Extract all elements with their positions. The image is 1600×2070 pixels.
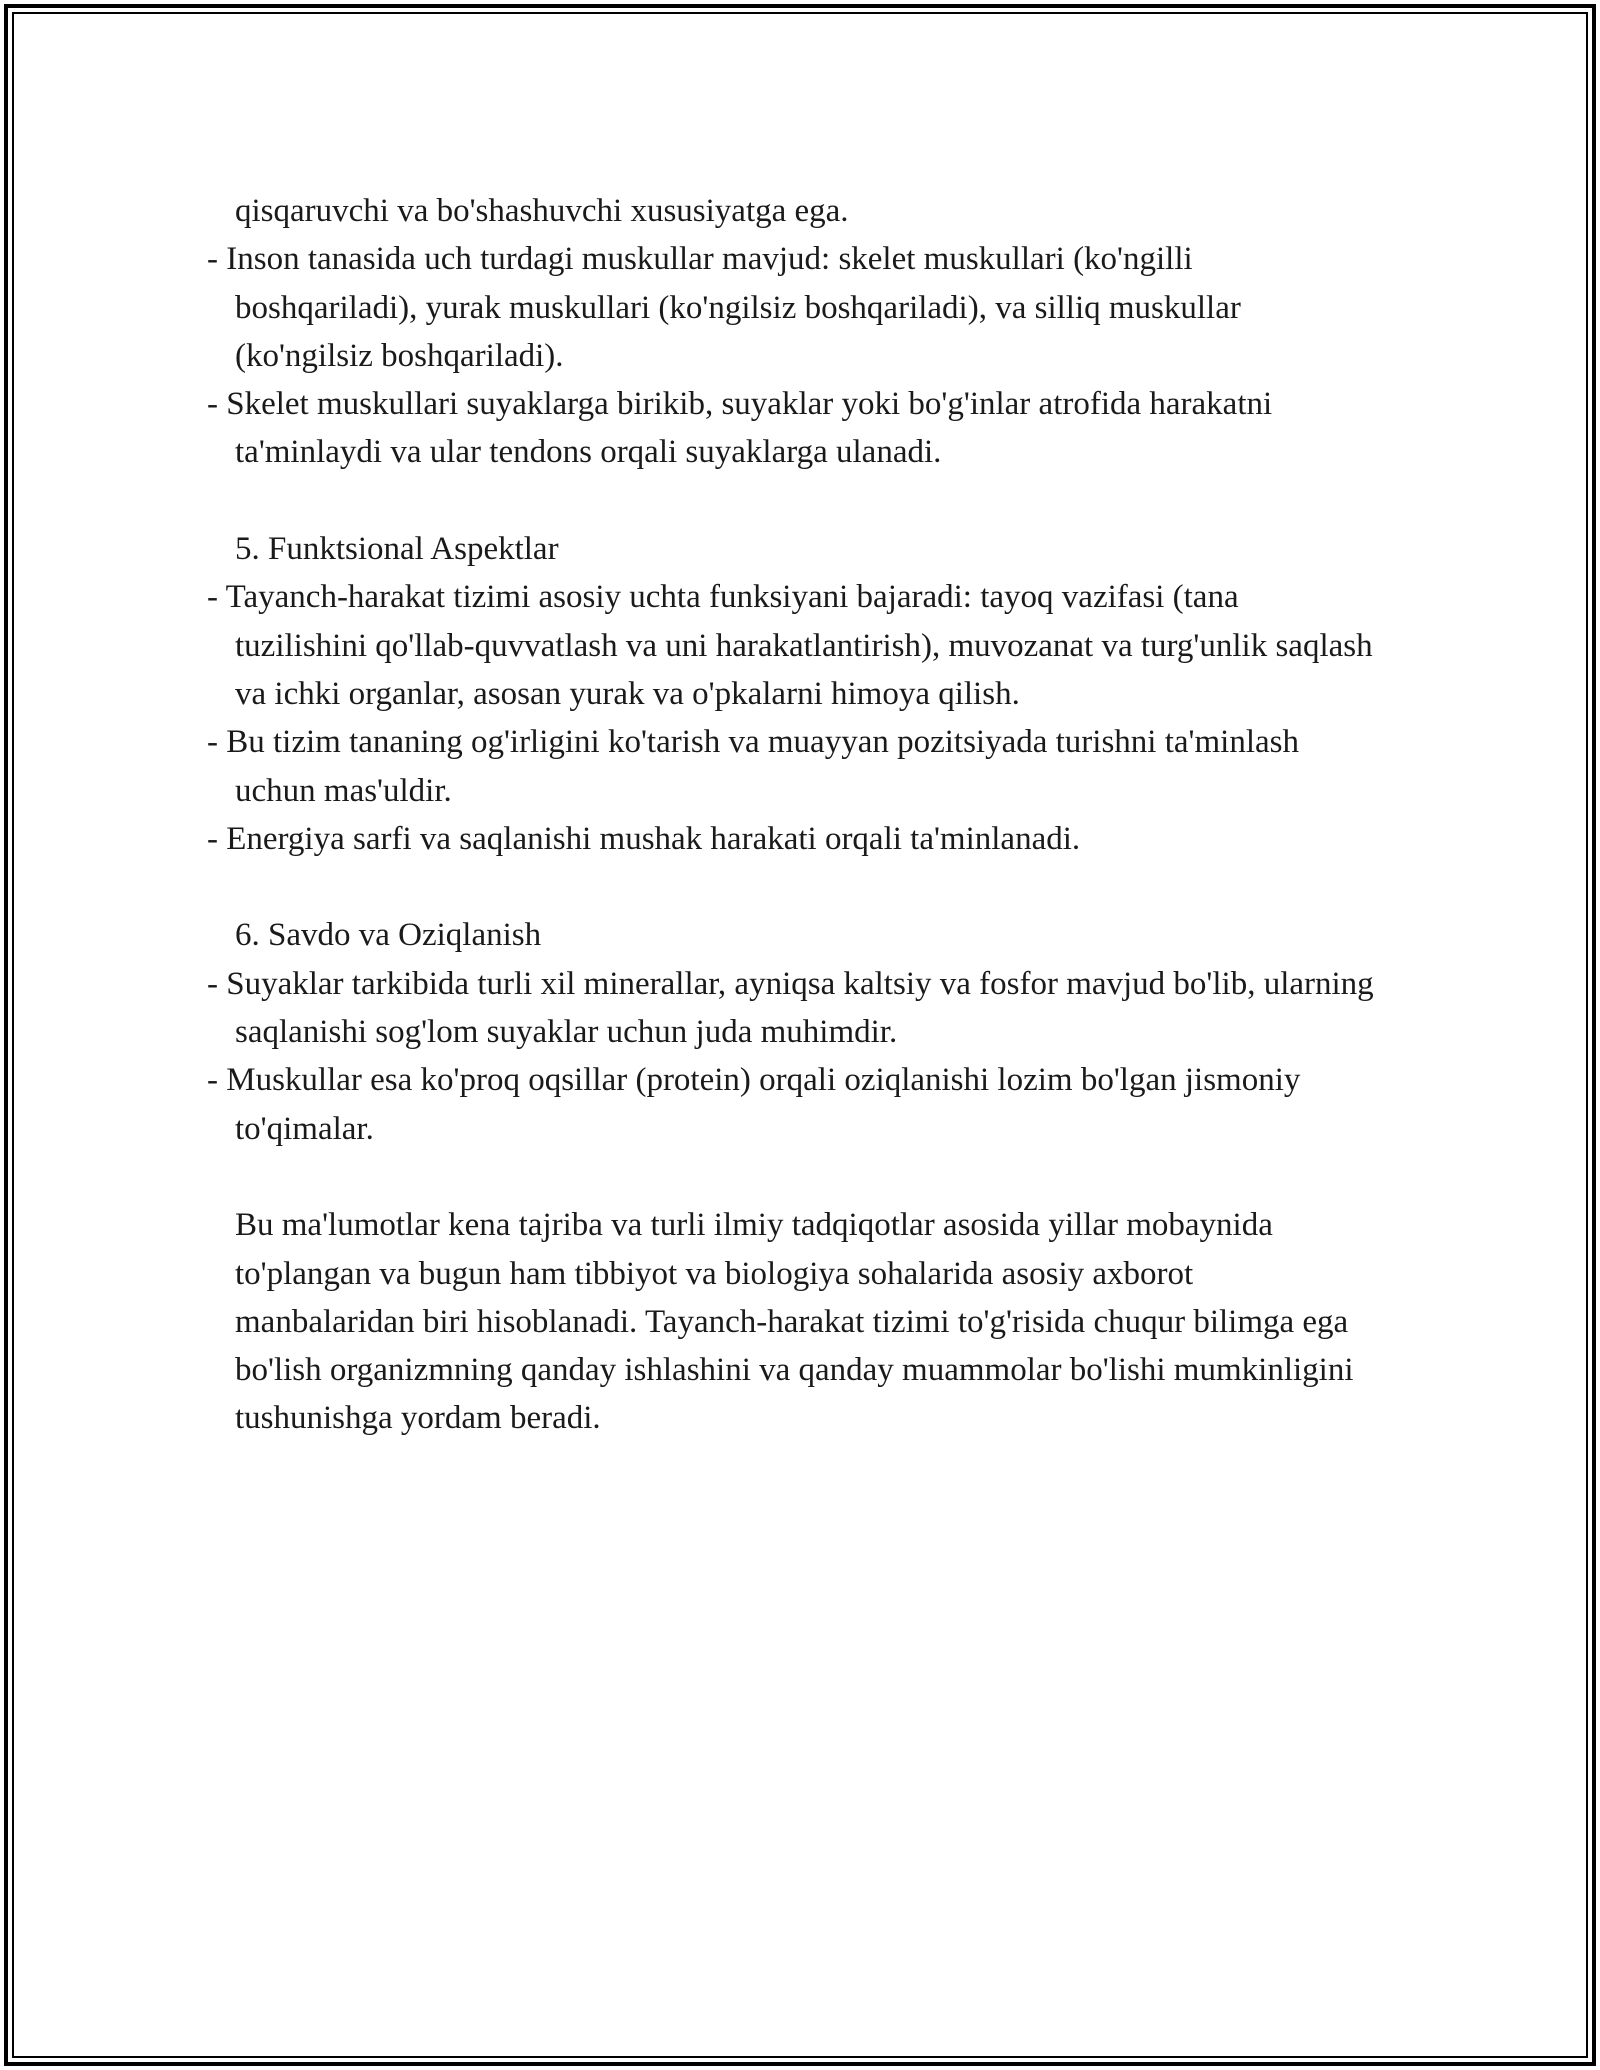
intro-bullet-2: - Skelet muskullari suyaklarga birikib, suyaklar yoki bo'g'inlar atrofida harakatni ta'minlaydi va ular tendons orqali suyaklarga ulanadi. xyxy=(207,386,1273,471)
paragraph-gap xyxy=(235,477,1375,525)
paragraph-gap xyxy=(235,1153,1375,1201)
intro-bullet-1: - Inson tanasida uch turdagi muskullar mavjud: skelet muskullari (ko'ngilli boshqariladi), yurak muskullari (ko'ngilsiz boshqariladi), va silliq muskullar (ko'ngilsiz boshqariladi). xyxy=(207,241,1241,374)
functional-bullet-1: - Tayanch-harakat tizimi asosiy uchta funksiyani bajaradi: tayoq vazifasi (tana tuzilishini qo'llab-quvvatlash va uni harakatlantirish), muvozanat va turg'unlik saqlash va ichki organlar, asosan yurak va o'pkalarni himoya qilish. xyxy=(207,579,1373,712)
functional-bullet-2: - Bu tizim tananing og'irligini ko'tarish va muayyan pozitsiyada turishni ta'minlash uchun mas'uldir. xyxy=(207,724,1299,809)
document-body xyxy=(207,187,1375,1443)
section-heading-functional: 5. Funktsional Aspektlar xyxy=(235,531,559,568)
nutrition-bullet-1: - Suyaklar tarkibida turli xil minerallar, ayniqsa kaltsiy va fosfor mavjud bo'lib, ularning saqlanishi sog'lom suyaklar uchun juda muhimdir. xyxy=(207,965,1374,1051)
conclusion-paragraph: Bu ma'lumotlar kena tajriba va turli ilmiy tadqiqotlar asosida yillar mobaynida to'plangan va bugun ham tibbiyot va biologiya sohalarida asosiy axborot manbalaridan biri hisoblanadi. Tayanch-harakat tizimi to'g'risida chuqur bilimga ega bo'lish organizmning qanday ishlashini va qanday muammolar bo'lishi mumkinligini tushunishga yordam beradi. xyxy=(235,1207,1354,1437)
functional-bullet-3: - Energiya sarfi va saqlanishi mushak harakati orqali ta'minlanadi. xyxy=(207,820,1081,857)
intro-continuation: qisqaruvchi va bo'shashuvchi xususiyatga ega. xyxy=(235,193,849,229)
nutrition-bullet-2: - Muskullar esa ko'proq oqsillar (protein) orqali oziqlanishi lozim bo'lgan jismoniy to'qimalar. xyxy=(207,1062,1301,1147)
paragraph-gap xyxy=(235,863,1375,911)
section-heading-nutrition: 6. Savdo va Oziqlanish xyxy=(235,917,542,954)
